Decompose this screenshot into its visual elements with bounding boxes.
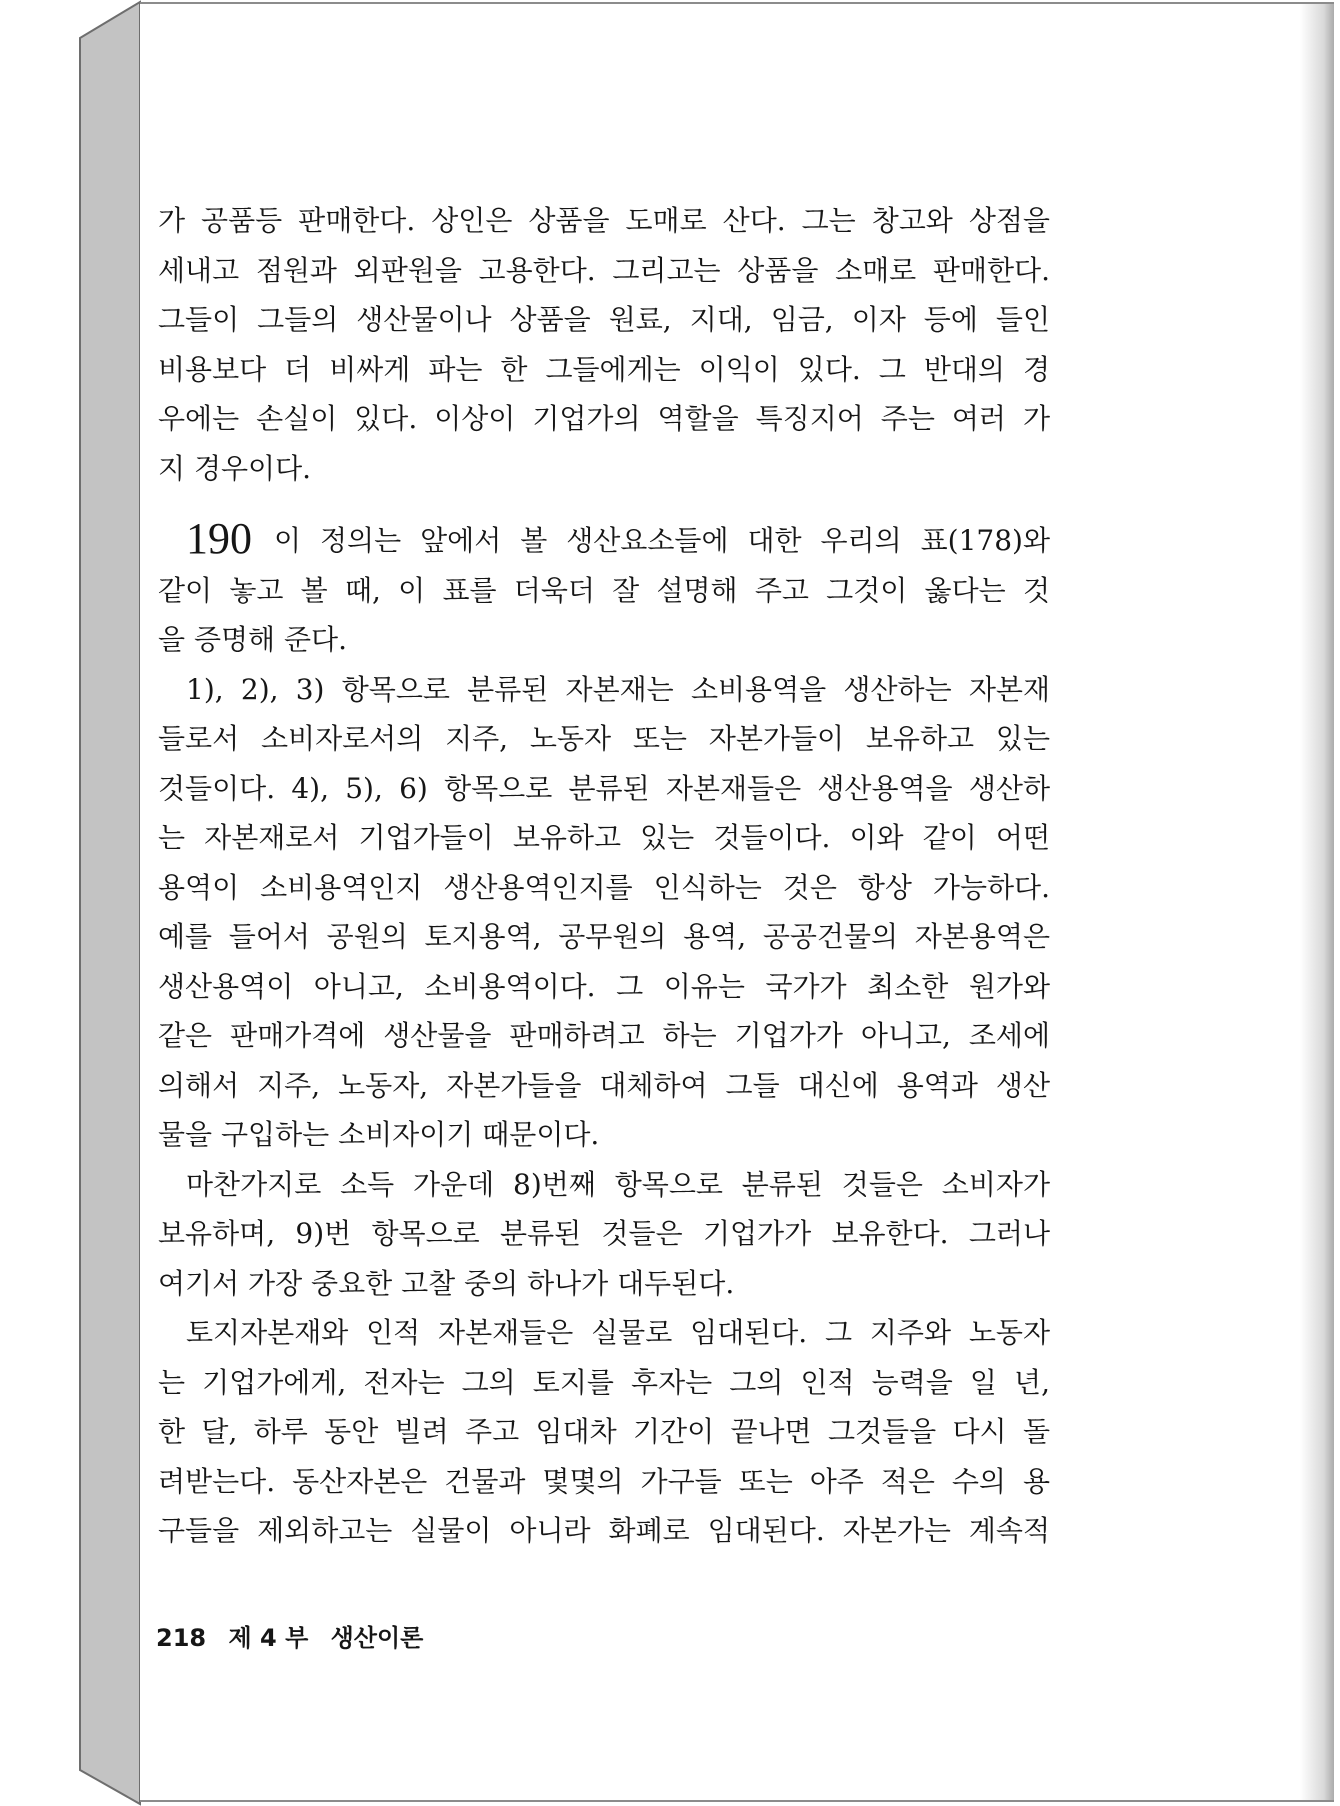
text-line: 구들을 제외하고는 실물이 아니라 화폐로 임대된다. 자본가는 계속적 <box>158 1514 1050 1547</box>
text-line: 비용보다 더 비싸게 파는 한 그들에게는 이익이 있다. 그 반대의 경 <box>158 352 1050 386</box>
page-edge-shadow <box>1300 4 1334 1800</box>
text-line: 지 경우이다. <box>158 451 312 485</box>
text-line: 같이 놓고 볼 때, 이 표를 더욱더 잘 설명해 주고 그것이 옳다는 것 <box>158 573 1050 607</box>
text-line: 을 증명해 준다. <box>158 623 347 656</box>
text-line: 가 공품등 판매한다. 상인은 상품을 도매로 산다. 그는 창고와 상점을 <box>158 204 1050 237</box>
section-number: 190 <box>186 514 252 563</box>
text-line: 는 자본재로서 기업가들이 보유하고 있는 것들이다. 이와 같이 어떤 <box>158 821 1050 854</box>
text-line: 세내고 점원과 외판원을 고용한다. 그리고는 상품을 소매로 판매한다. <box>158 253 1050 287</box>
text-line: 1), 2), 3) 항목으로 분류된 자본재는 소비용역을 생산하는 자본재 <box>186 672 1050 706</box>
text-line: 예를 들어서 공원의 토지용역, 공무원의 용역, 공공건물의 자본용역은 <box>158 920 1050 953</box>
text-line: 마찬가지로 소득 가운데 8)번째 항목으로 분류된 것들은 소비자가 <box>186 1167 1050 1201</box>
part-label: 제 4 부 <box>228 1624 309 1652</box>
page-body-text <box>158 196 1050 1556</box>
text-line: 한 달, 하루 동안 빌려 주고 임대차 기간이 끝나면 그것들을 다시 돌 <box>158 1415 1050 1448</box>
section-heading-line <box>158 516 1050 566</box>
paragraph-intro <box>158 196 1050 493</box>
text-line: 물을 구입하는 소비자이기 때문이다. <box>158 1118 600 1151</box>
page-footer <box>156 1618 437 1653</box>
text-line: 의해서 지주, 노동자, 자본가들을 대체하여 그들 대신에 용역과 생산 <box>158 1068 1050 1102</box>
section-first-line-text: 이 정의는 앞에서 볼 생산요소들에 대한 우리의 표(178)와 <box>274 524 1050 557</box>
text-line: 들로서 소비자로서의 지주, 노동자 또는 자본가들이 보유하고 있는 <box>158 722 1050 755</box>
text-line: 용역이 소비용역인지 생산용역인지를 인식하는 것은 항상 가능하다. <box>158 870 1050 904</box>
text-line: 생산용역이 아니고, 소비용역이다. 그 이유는 국가가 최소한 원가와 <box>158 969 1050 1003</box>
text-line: 것들이다. 4), 5), 6) 항목으로 분류된 자본재들은 생산용역을 생산하 <box>158 771 1050 805</box>
page-number: 218 <box>156 1624 207 1652</box>
text-line: 그들이 그들의 생산물이나 상품을 원료, 지대, 임금, 이자 등에 들인 <box>158 303 1050 336</box>
text-line: 보유하며, 9)번 항목으로 분류된 것들은 기업가가 보유한다. 그러나 <box>158 1217 1050 1250</box>
text-line: 는 기업가에게, 전자는 그의 토지를 후자는 그의 인적 능력을 일 년, <box>158 1365 1050 1399</box>
text-line: 우에는 손실이 있다. 이상이 기업가의 역할을 특징지어 주는 여러 가 <box>158 402 1050 435</box>
text-line: 토지자본재와 인적 자본재들은 실물로 임대된다. 그 지주와 노동자 <box>186 1316 1050 1349</box>
section-190 <box>158 516 1050 665</box>
text-line: 여기서 가장 중요한 고찰 중의 하나가 대두된다. <box>158 1266 735 1300</box>
part-title: 생산이론 <box>330 1624 424 1652</box>
paragraph-3 <box>158 1160 1050 1309</box>
paragraph-4 <box>158 1308 1050 1556</box>
paragraph-2 <box>158 665 1050 1160</box>
text-line: 같은 판매가격에 생산물을 판매하려고 하는 기업가가 아니고, 조세에 <box>158 1019 1050 1052</box>
text-line: 려받는다. 동산자본은 건물과 몇몇의 가구들 또는 아주 적은 수의 용 <box>158 1464 1050 1498</box>
paragraph-gap <box>158 493 1050 516</box>
